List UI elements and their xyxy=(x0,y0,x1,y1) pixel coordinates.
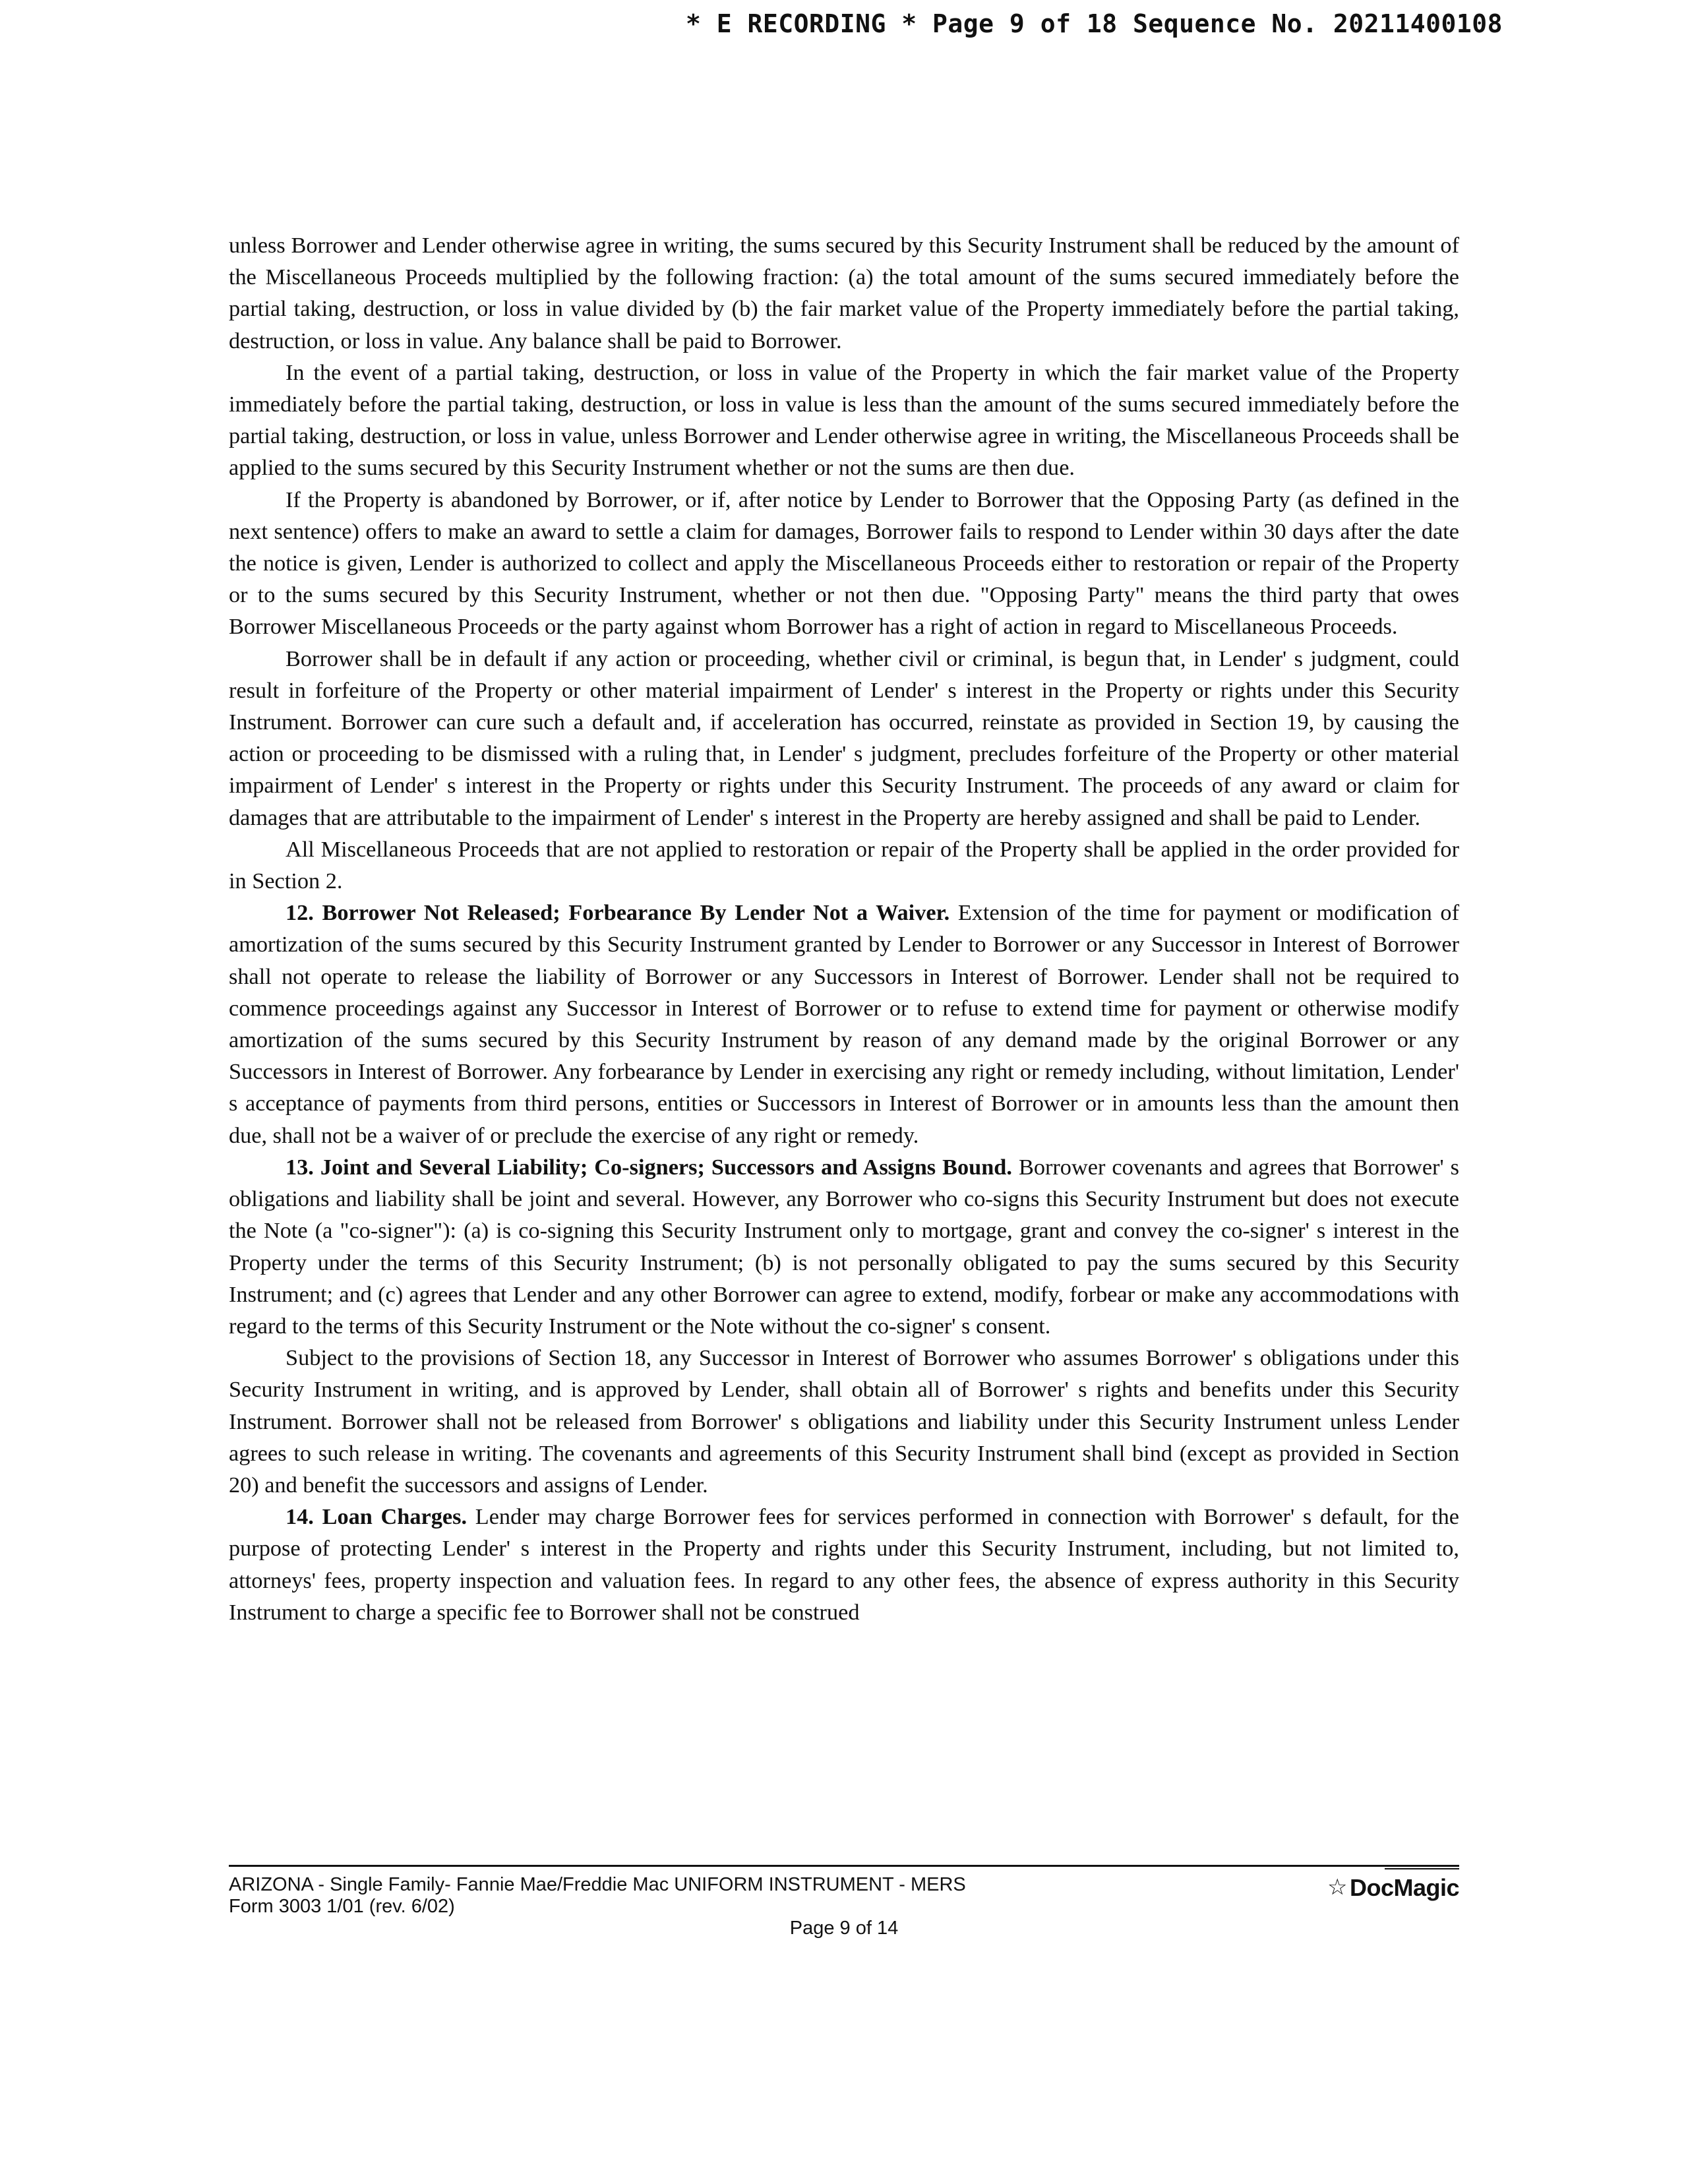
section-13-text: Borrower covenants and agrees that Borrower' s obligations and liability shall be joint and several. However, any Borrower who co-signs this Security Instrument but does not execute the Note (a "co-signer"): (a) is co-signing this Security Instrument only to mortgage, grant and convey the co-signer' s interest in the Property under the terms of this Security Instrument; (b) is not personally obligated to pay the sums secured by this Security Instrument; and (c) agrees that Lender and any other Borrower can agree to extend, modify, forbear or make any accommodations with regard to the terms of this Security Instrument or the Note without the co-signer' s consent. xyxy=(229,1154,1459,1339)
brand-name: DocMagic xyxy=(1349,1874,1459,1901)
page-number: Page 9 of 14 xyxy=(789,1918,899,1939)
paragraph-successors: Subject to the provisions of Section 18, any Successor in Interest of Borrower who assumes Borrower' s obligations under this Security Instrument in writing, and is approved by Lender, shall obtain all of Borrower' s rights and benefits under this Security Instrument. Borrower shall not be released from Borrower' s obligations and liability under this Security Instrument unless Lender agrees to such release in writing. The covenants and agreements of this Security Instrument shall bind (except as provided in Section 20) and benefit the successors and assigns of Lender. xyxy=(229,1345,1459,1498)
section-14-heading: 14. Loan Charges. xyxy=(286,1504,467,1530)
document-body xyxy=(229,229,1459,1628)
section-12 xyxy=(229,897,1459,1151)
paragraph-partial-taking: In the event of a partial taking, destruction, or loss in value of the Property in which the fair market value of the Property immediately before the partial taking, destruction, or loss in value is less than the amount of the sums secured immediately before the partial taking, destruction, or loss in value, unless Borrower and Lender otherwise agree in writing, the Miscellaneous Proceeds shall be applied to the sums secured by this Security Instrument whether or not the sums are then due. xyxy=(229,359,1459,481)
form-title: ARIZONA - Single Family- Fannie Mae/Freddie Mac UNIFORM INSTRUMENT - MERS xyxy=(229,1874,966,1895)
footer-divider-accent xyxy=(1385,1868,1459,1869)
paragraph-continued: unless Borrower and Lender otherwise agree in writing, the sums secured by this Security Instrument shall be reduced by the amount of the Miscellaneous Proceeds multiplied by the following fraction: (a) the total amount of the sums secured immediately before the partial taking, destruction, or loss in value divided by (b) the fair market value of the Property immediately before the partial taking, destruction, or loss in value. Any balance shall be paid to Borrower. xyxy=(229,233,1459,353)
paragraph-default-action: Borrower shall be in default if any action or proceeding, whether civil or criminal, is begun that, in Lender' s judgment, could result in forfeiture of the Property or other material impairment of Lender' s interest in the Property or rights under this Security Instrument. Borrower can cure such a default and, if acceleration has occurred, reinstate as provided in Section 19, by causing the action or proceeding to be dismissed with a ruling that, in Lender' s judgment, precludes forfeiture of the Property or other material impairment of Lender' s interest in the Property or rights under this Security Instrument. The proceeds of any award or claim for damages that are attributable to the impairment of Lender' s interest in the Property are hereby assigned and shall be paid to Lender. xyxy=(229,646,1459,830)
docmagic-logo xyxy=(1327,1874,1459,1901)
section-13-heading: 13. Joint and Several Liability; Co-signers; Successors and Assigns Bound. xyxy=(286,1154,1012,1180)
form-number: Form 3003 1/01 (rev. 6/02) xyxy=(229,1896,455,1917)
page-footer xyxy=(229,1874,1459,1953)
section-14-text: Lender may charge Borrower fees for services performed in connection with Borrower' s default, for the purpose of protecting Lender' s interest in the Property and rights under this Security Instrument, including, but not limited to, attorneys' fees, property inspection and valuation fees. In regard to any other fees, the absence of express authority in this Security Instrument to charge a specific fee to Borrower shall not be construed xyxy=(229,1504,1459,1625)
section-13 xyxy=(229,1151,1459,1342)
section-12-text: Extension of the time for payment or modification of amortization of the sums secured by this Security Instrument granted by Lender to Borrower or any Successor in Interest of Borrower shall not operate to release the liability of Borrower or any Successors in Interest of Borrower. Lender shall not be required to commence proceedings against any Successor in Interest of Borrower or to refuse to extend time for payment or otherwise modify amortization of the sums secured by this Security Instrument by reason of any demand made by the original Borrower or any Successors in Interest of Borrower. Any forbearance by Lender in exercising any right or remedy including, without limitation, Lender' s acceptance of payments from third persons, entities or Successors in Interest of Borrower or in amounts less than the amount then due, shall not be a waiver of or preclude the exercise of any right or remedy. xyxy=(229,900,1459,1148)
star-icon: ☆ xyxy=(1327,1875,1347,1900)
paragraph-misc-proceeds: All Miscellaneous Proceeds that are not applied to restoration or repair of the Property shall be applied in the order provided for in Section 2. xyxy=(229,836,1459,894)
form-identification xyxy=(229,1874,966,1918)
paragraph-abandoned-property: If the Property is abandoned by Borrower, or if, after notice by Lender to Borrower that the Opposing Party (as defined in the next sentence) offers to make an award to settle a claim for damages, Borrower fails to respond to Lender within 30 days after the date the notice is given, Lender is authorized to collect and apply the Miscellaneous Proceeds either to restoration or repair of the Property or to the sums secured by this Security Instrument, whether or not then due. "Opposing Party" means the third party that owes Borrower Miscellaneous Proceeds or the party against whom Borrower has a right of action in regard to Miscellaneous Proceeds. xyxy=(229,487,1459,640)
footer-divider xyxy=(229,1865,1459,1867)
section-14 xyxy=(229,1501,1459,1628)
section-12-heading: 12. Borrower Not Released; Forbearance By Lender Not a Waiver. xyxy=(286,900,950,926)
recording-header: * E RECORDING * Page 9 of 18 Sequence No. 20211400108 xyxy=(686,9,1503,38)
